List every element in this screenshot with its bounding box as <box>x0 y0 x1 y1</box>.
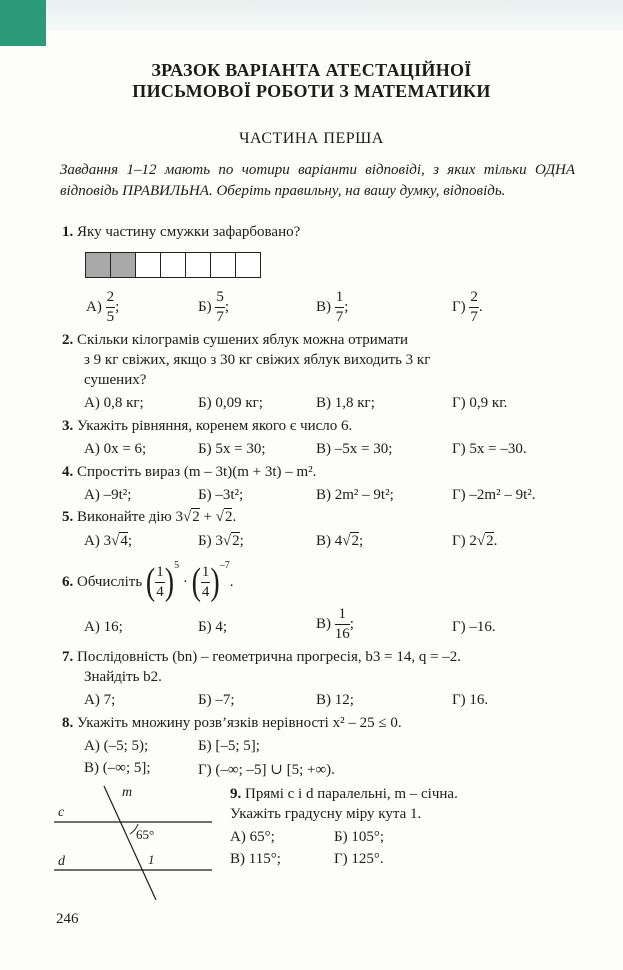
label-m: m <box>122 785 133 800</box>
q8-option-d[interactable]: Г) (–∞; –5] ∪ [5; +∞). <box>198 762 335 778</box>
q5-option-a[interactable]: А) 3√4; <box>84 533 132 549</box>
question-3: 3. Укажіть рівняння, коренем якого є число 6. <box>62 418 353 434</box>
question-5: 5. Виконайте дію 3√2 + √2. <box>62 509 237 525</box>
q7-option-c[interactable]: В) 12; <box>316 692 354 708</box>
strip-cell-filled <box>110 252 136 278</box>
q4-option-d[interactable]: Г) –2m² – 9t². <box>452 487 536 503</box>
q6-option-a[interactable]: А) 16; <box>84 619 123 635</box>
q5-option-b[interactable]: Б) 3√2; <box>198 533 244 549</box>
shaded-strip <box>86 252 261 278</box>
label-c: c <box>58 805 65 820</box>
q6-option-d[interactable]: Г) –16. <box>452 619 496 635</box>
q2-option-a[interactable]: А) 0,8 кг; <box>84 395 144 411</box>
q5-option-d[interactable]: Г) 2√2. <box>452 533 498 549</box>
strip-cell-empty <box>235 252 261 278</box>
q4-option-a[interactable]: А) –9t²; <box>84 487 132 503</box>
q9-option-a[interactable]: А) 65°; <box>230 829 275 845</box>
q3-option-c[interactable]: В) –5x = 30; <box>316 441 393 457</box>
q7-option-d[interactable]: Г) 16. <box>452 692 489 708</box>
question-7: 7. Послідовність (bn) – геометрична прогресія, b3 = 14, q = –2. <box>62 649 462 665</box>
strip-cell-empty <box>210 252 236 278</box>
instructions: Завдання 1–12 мають по чотири варіанти відповіді, з яких тільки ОДНА відповідь ПРАВИЛЬНА. Оберіть правильну, на вашу думку, відповідь. <box>60 162 575 199</box>
question-6: 6. Обчисліть ( $\frac{1}{4}$ )$^5$ · ( $\frac{1}{4}$ )$^{-7}$. <box>62 560 234 603</box>
angle-65-label: 65° <box>136 827 155 842</box>
q8-option-a[interactable]: А) (–5; 5); <box>84 738 149 754</box>
angle-1-label: 1 <box>148 852 155 867</box>
q8-option-b[interactable]: Б) [–5; 5]; <box>198 738 260 754</box>
strip-cell-empty <box>160 252 186 278</box>
q7-option-b[interactable]: Б) –7; <box>198 692 235 708</box>
strip-cell-empty <box>135 252 161 278</box>
q1-option-b[interactable]: Б) $\frac{5}{7}$ ; <box>198 289 230 325</box>
q1-option-a[interactable]: А) $\frac{2}{5}$ ; <box>86 289 120 325</box>
part-heading: ЧАСТИНА ПЕРША <box>239 130 384 147</box>
q1-option-d[interactable]: Г) $\frac{2}{7}$ . <box>452 289 483 325</box>
q6-option-b[interactable]: Б) 4; <box>198 619 228 635</box>
top-band <box>0 0 623 30</box>
q1-option-c[interactable]: В) $\frac{1}{7}$ ; <box>316 289 349 325</box>
page-number: 246 <box>56 911 79 927</box>
q2-option-c[interactable]: В) 1,8 кг; <box>316 395 375 411</box>
question-text: Яку частину смужки зафарбовано? <box>77 224 301 240</box>
question-4: 4. Спростіть вираз (m – 3t)(m + 3t) – m². <box>62 464 317 480</box>
question-9-line-2: Укажіть градусну міру кута 1. <box>230 806 422 822</box>
title-line-2: ПИСЬМОВОЇ РОБОТИ З МАТЕМАТИКИ <box>132 81 491 101</box>
q5-option-c[interactable]: В) 4√2; <box>316 533 364 549</box>
question-number: 1. <box>62 224 74 240</box>
q4-option-c[interactable]: В) 2m² – 9t²; <box>316 487 394 503</box>
q2-option-b[interactable]: Б) 0,09 кг; <box>198 395 263 411</box>
strip-cell-empty <box>185 252 211 278</box>
q3-option-a[interactable]: А) 0x = 6; <box>84 441 147 457</box>
q3-option-d[interactable]: Г) 5x = –30. <box>452 441 527 457</box>
q8-option-c[interactable]: В) (–∞; 5]; <box>84 760 151 776</box>
transversal-m <box>104 786 156 900</box>
strip-cell-filled <box>85 252 111 278</box>
q9-option-c[interactable]: В) 115°; <box>230 851 281 867</box>
question-9: 9. Прямі c і d паралельні, m – січна. <box>230 786 458 802</box>
q7-option-a[interactable]: А) 7; <box>84 692 116 708</box>
title-line-1: ЗРАЗОК ВАРІАНТА АТЕСТАЦІЙНОЇ <box>151 60 472 80</box>
question-8: 8. Укажіть множину розв’язків нерівності x² – 25 ≤ 0. <box>62 715 402 731</box>
question-2-line-2: з 9 кг свіжих, якщо з 30 кг свіжих яблук виходить 3 кг <box>84 352 431 368</box>
label-d: d <box>58 854 65 869</box>
question-1 <box>62 224 300 241</box>
question-2: 2. Скільки кілограмів сушених яблук можна отримати <box>62 332 408 348</box>
corner-tab <box>0 0 46 46</box>
question-2-line-3: сушених? <box>84 372 147 388</box>
q3-option-b[interactable]: Б) 5x = 30; <box>198 441 266 457</box>
q9-option-d[interactable]: Г) 125°. <box>334 851 384 867</box>
q9-option-b[interactable]: Б) 105°; <box>334 829 385 845</box>
parallel-lines-figure <box>52 784 217 904</box>
q4-option-b[interactable]: Б) –3t²; <box>198 487 244 503</box>
q6-option-c[interactable]: В) $\frac{1}{16}$ ; <box>316 606 354 642</box>
question-7-line-2: Знайдіть b2. <box>84 669 162 685</box>
q2-option-d[interactable]: Г) 0,9 кг. <box>452 395 508 411</box>
